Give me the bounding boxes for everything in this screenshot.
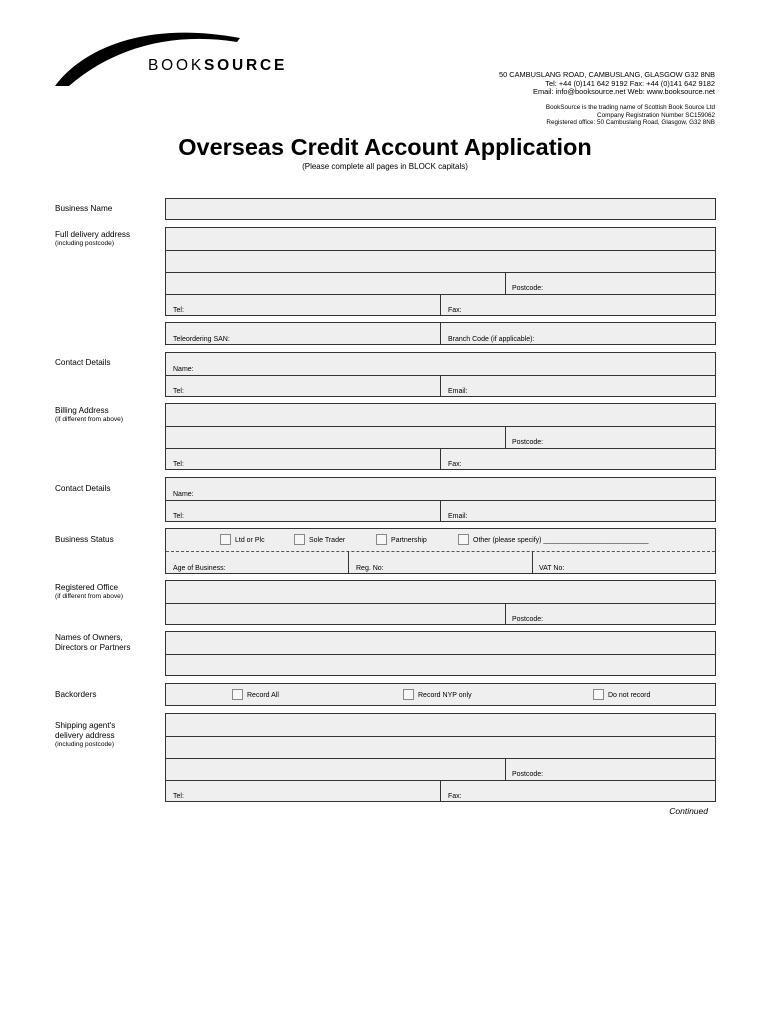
booksource-logo: BOOKSOURCE (148, 57, 288, 74)
label-billing-address: Billing Address (if different from above) (55, 406, 124, 423)
record-all-label: Record All (247, 692, 279, 699)
teleordering-row (165, 322, 716, 345)
owners-line1[interactable] (166, 632, 715, 654)
delivery-address-line2[interactable] (166, 251, 715, 272)
partnership-checkbox[interactable] (376, 534, 387, 545)
billing-tel-field[interactable]: Tel: (173, 461, 184, 468)
tel-field[interactable]: Tel: (173, 307, 184, 314)
label-note: (including postcode) (55, 740, 115, 748)
contact2-tel-field[interactable]: Tel: (173, 513, 184, 520)
label-delivery-address: Full delivery address (including postcode) (55, 230, 131, 247)
label-note: (if different from above) (55, 415, 124, 423)
contact-details-block (165, 352, 716, 397)
business-status-block (165, 528, 716, 574)
owners-line2[interactable] (166, 655, 715, 676)
contact2-name-field[interactable]: Name: (173, 491, 194, 498)
registered-office-line1[interactable] (166, 581, 715, 603)
record-all-checkbox[interactable] (232, 689, 243, 700)
branch-code-field[interactable]: Branch Code (if applicable): (448, 336, 535, 343)
reg-no-field[interactable]: Reg. No: (356, 565, 384, 572)
label-shipping-agent: Shipping agent's delivery address (including postcode) (55, 721, 116, 748)
label-note: (including postcode) (55, 239, 115, 247)
address-line: 50 CAMBUSLANG ROAD, CAMBUSLANG, GLASGOW G32 8NB (498, 70, 715, 79)
label-contact-details-2: Contact Details (55, 484, 111, 493)
billing-fax-field[interactable]: Fax: (448, 461, 462, 468)
shipping-address-line2[interactable] (166, 737, 715, 758)
age-of-business-field[interactable]: Age of Business: (173, 565, 226, 572)
label-note: (if different from above) (55, 592, 124, 600)
do-not-record-checkbox[interactable] (593, 689, 604, 700)
postcode-field[interactable]: Postcode: (512, 285, 544, 292)
business-name-field[interactable] (165, 198, 716, 220)
shipping-tel-field[interactable]: Tel: (173, 793, 184, 800)
label-business-status: Business Status (55, 535, 114, 544)
contact-email-field[interactable]: Email: (448, 388, 468, 395)
do-not-record-label: Do not record (608, 692, 651, 699)
label-business-name: Business Name (55, 204, 113, 213)
label-registered-office: Registered Office (if different from above) (55, 583, 124, 600)
backorders-block (165, 683, 716, 706)
legal-info (546, 104, 715, 127)
contact-name-field[interactable]: Name: (173, 366, 194, 373)
billing-address-block (165, 403, 716, 470)
billing-postcode-field[interactable]: Postcode: (512, 439, 544, 446)
registered-office-block (165, 580, 716, 625)
delivery-address-block (165, 227, 716, 316)
continued-note: Continued (669, 806, 708, 816)
contact-tel-field[interactable]: Tel: (173, 388, 184, 395)
label-backorders: Backorders (55, 690, 97, 699)
legal-line: BookSource is the trading name of Scottish Book Source Ltd (545, 104, 715, 111)
record-nyp-checkbox[interactable] (403, 689, 414, 700)
phone-line: Tel: +44 (0)141 642 9192 Fax: +44 (0)141 642 9182 (545, 78, 715, 88)
shipping-address-line1[interactable] (166, 714, 715, 736)
teleordering-san-field[interactable]: Teleordering SAN: (173, 336, 230, 343)
billing-address-line1[interactable] (166, 404, 715, 426)
owners-block (165, 631, 716, 676)
shipping-fax-field[interactable]: Fax: (448, 793, 462, 800)
label-owners: Names of Owners, Directors or Partners (55, 633, 131, 652)
contact-details-2-block (165, 477, 716, 522)
ltd-plc-label: Ltd or Plc (235, 537, 265, 544)
legal-line: Company Registration Number SC159062 (597, 111, 715, 119)
vat-no-field[interactable]: VAT No: (539, 565, 565, 572)
fax-field[interactable]: Fax: (448, 307, 462, 314)
company-address (499, 71, 715, 97)
registered-office-postcode-field[interactable]: Postcode: (512, 616, 544, 623)
shipping-postcode-field[interactable]: Postcode: (512, 771, 544, 778)
record-nyp-label: Record NYP only (418, 692, 472, 699)
legal-line: Registered office: 50 Cambuslang Road, Glasgow, G32 8NB (546, 119, 715, 127)
page-subtitle: (Please complete all pages in BLOCK capitals) (302, 162, 468, 171)
sole-trader-label: Sole Trader (309, 537, 346, 544)
email-web-line: Email: info@booksource.net Web: www.booksource.net (533, 87, 715, 97)
contact2-email-field[interactable]: Email: (448, 513, 468, 520)
other-label[interactable]: Other (please specify) ___________________________ (473, 537, 649, 544)
other-checkbox[interactable] (458, 534, 469, 545)
label-contact-details: Contact Details (55, 358, 111, 367)
ltd-plc-checkbox[interactable] (220, 534, 231, 545)
delivery-address-line1[interactable] (166, 228, 715, 250)
partnership-label: Partnership (391, 537, 427, 544)
sole-trader-checkbox[interactable] (294, 534, 305, 545)
page-title: Overseas Credit Account Application (178, 134, 592, 160)
shipping-address-block (165, 713, 716, 802)
